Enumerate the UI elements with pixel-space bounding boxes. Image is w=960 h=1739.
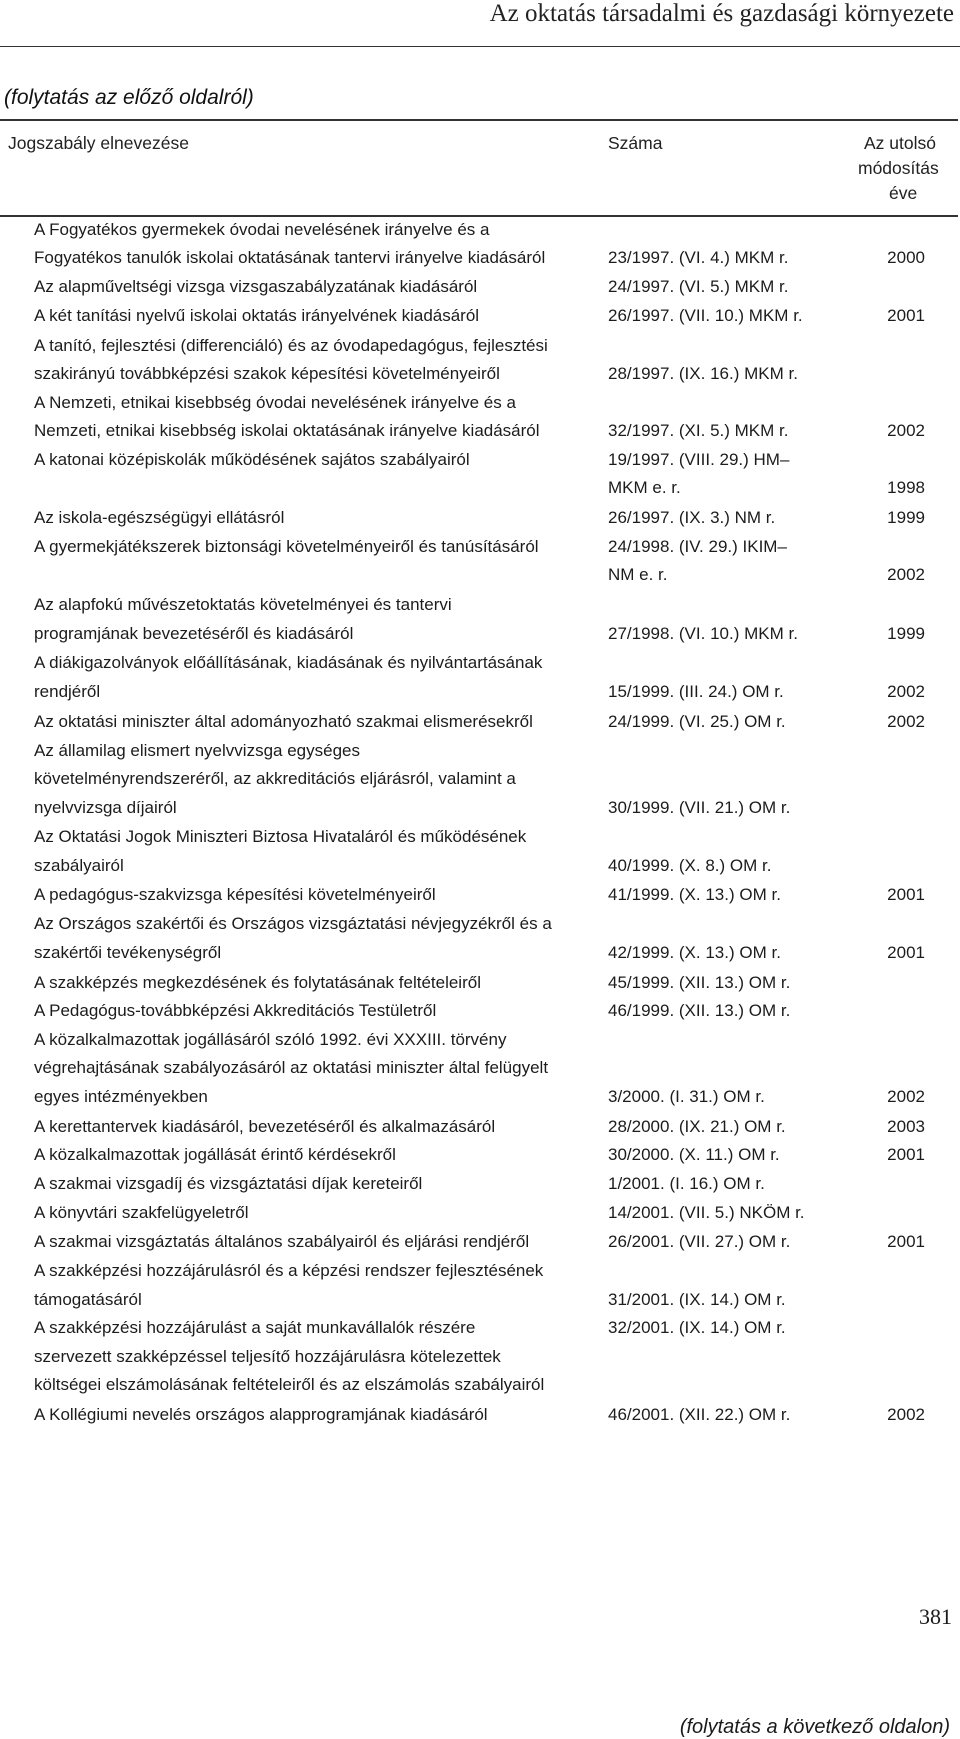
column-header-year-1: Az utolsó [864, 133, 936, 153]
table-row [34, 827, 954, 856]
legislation-number: 24/1998. (IV. 29.) IKIM– [608, 537, 787, 556]
legislation-title: A pedagógus-szakvizsga képesítési követelményeiről [34, 885, 436, 904]
last-amended-year: 2001 [887, 1145, 925, 1164]
table-row [34, 277, 954, 306]
last-amended-year: 2003 [887, 1117, 925, 1136]
legislation-title: programjának bevezetéséről és kiadásáról [34, 624, 354, 643]
legislation-title: A Fogyatékos gyermekek óvodai nevelésének irányelve és a [34, 220, 490, 239]
legislation-title: Nemzeti, etnikai kisebbség iskolai oktatásának irányelve kiadásáról [34, 421, 540, 440]
legislation-number: 42/1999. (X. 13.) OM r. [608, 943, 781, 962]
table-row [34, 393, 954, 422]
legislation-number: 28/1997. (IX. 16.) MKM r. [608, 364, 798, 383]
legislation-title: követelményrendszeréről, az akkreditációs eljárásról, valamint a [34, 769, 516, 788]
legislation-title: A Pedagógus-továbbképzési Akkreditációs Testületről [34, 1001, 437, 1020]
last-amended-year: 2001 [887, 306, 925, 325]
legislation-title: A szakképzés megkezdésének és folytatásának feltételeiről [34, 973, 481, 992]
last-amended-year: 2002 [887, 565, 925, 584]
table-row [34, 1318, 954, 1347]
last-amended-year: 2002 [887, 682, 925, 701]
last-amended-year: 2002 [887, 421, 925, 440]
legislation-number: 28/2000. (IX. 21.) OM r. [608, 1117, 786, 1136]
last-amended-year: 1999 [887, 508, 925, 527]
table-row [34, 1087, 954, 1116]
table-row [34, 1001, 954, 1030]
legislation-title: szakirányú továbbképzési szakok képesítési követelményeiről [34, 364, 500, 383]
last-amended-year: 2002 [887, 1405, 925, 1424]
table-row [34, 595, 954, 624]
legislation-title: A Kollégiumi nevelés országos alapprogramjának kiadásáról [34, 1405, 488, 1424]
legislation-number: 31/2001. (IX. 14.) OM r. [608, 1290, 786, 1309]
legislation-title: Az Országos szakértői és Országos vizsgáztatási névjegyzékről és a [34, 914, 552, 933]
legislation-title: A diákigazolványok előállításának, kiadásának és nyilvántartásának [34, 653, 543, 672]
legislation-title: A gyermekjátékszerek biztonsági követelményeiről és tanúsításáról [34, 537, 539, 556]
running-header: Az oktatás társadalmi és gazdasági környezete [489, 0, 954, 27]
legislation-number: 15/1999. (III. 24.) OM r. [608, 682, 784, 701]
legislation-title: támogatásáról [34, 1290, 142, 1309]
column-header-year-2: módosítás [858, 158, 939, 178]
legislation-number: 26/2001. (VII. 27.) OM r. [608, 1232, 791, 1251]
legislation-title: A szakmai vizsgadíj és vizsgáztatási díjak kereteiről [34, 1174, 423, 1193]
legislation-title: Az alapműveltségi vizsga vizsgaszabályzatának kiadásáról [34, 277, 478, 296]
table-top-rule [0, 119, 958, 121]
legislation-title: A könyvtári szakfelügyeletről [34, 1203, 249, 1222]
legislation-number: 26/1997. (IX. 3.) NM r. [608, 508, 776, 527]
legislation-title: A közalkalmazottak jogállását érintő kérdésekről [34, 1145, 396, 1164]
last-amended-year: 2001 [887, 943, 925, 962]
table-row [34, 769, 954, 798]
column-header-name: Jogszabály elnevezése [8, 133, 189, 153]
table-row [34, 1174, 954, 1203]
legislation-title: Az iskola-egészségügyi ellátásról [34, 508, 285, 527]
legislation-number: 46/1999. (XII. 13.) OM r. [608, 1001, 791, 1020]
legislation-title: A közalkalmazottak jogállásáról szóló 1992. évi XXXIII. törvény [34, 1030, 507, 1049]
table-row [34, 508, 954, 537]
header-rule [0, 46, 960, 47]
page-number: 381 [919, 1604, 952, 1629]
table-row [34, 364, 954, 393]
legislation-title: Fogyatékos tanulók iskolai oktatásának tantervi irányelve kiadásáról [34, 248, 546, 267]
table-row [34, 537, 954, 566]
last-amended-year: 2002 [887, 1087, 925, 1106]
legislation-number: NM e. r. [608, 565, 668, 584]
last-amended-year: 2002 [887, 712, 925, 731]
legislation-number: 24/1999. (VI. 25.) OM r. [608, 712, 786, 731]
legislation-number: 14/2001. (VII. 5.) NKÖM r. [608, 1203, 805, 1222]
legislation-title: Az oktatási miniszter által adományozható szakmai elismerésekről [34, 712, 533, 731]
legislation-title: A szakképzési hozzájárulásról és a képzési rendszer fejlesztésének [34, 1261, 544, 1280]
last-amended-year: 2001 [887, 1232, 925, 1251]
legislation-title: A katonai középiskolák működésének sajátos szabályairól [34, 450, 470, 469]
legislation-title: Az Oktatási Jogok Miniszteri Biztosa Hivataláról és működésének [34, 827, 527, 846]
continued-on-note: (folytatás a következő oldalon) [679, 1716, 950, 1738]
table-row [34, 1232, 954, 1261]
legislation-number: 41/1999. (X. 13.) OM r. [608, 885, 781, 904]
table-row [34, 624, 954, 653]
legislation-title: A szakmai vizsgáztatás általános szabályairól és eljárási rendjéről [34, 1232, 530, 1251]
table-row [34, 1058, 954, 1087]
table-row [34, 943, 954, 972]
table-row [34, 1203, 954, 1232]
table-row [34, 856, 954, 885]
legislation-title: rendjéről [34, 682, 101, 701]
table-row [34, 1145, 954, 1174]
column-header-year-3: éve [889, 183, 918, 203]
table-row [34, 741, 954, 770]
table-header-rule [0, 215, 958, 217]
legislation-number: 1/2001. (I. 16.) OM r. [608, 1174, 765, 1193]
legislation-title: szabályairól [34, 856, 124, 875]
legislation-title: A Nemzeti, etnikai kisebbség óvodai nevelésének irányelve és a [34, 393, 516, 412]
table-row [34, 1117, 954, 1146]
last-amended-year: 2001 [887, 885, 925, 904]
legislation-title: nyelvvizsga díjairól [34, 798, 177, 817]
legislation-title: szervezett szakképzéssel teljesítő hozzájárulásra kötelezettek [34, 1347, 501, 1366]
table-row [34, 885, 954, 914]
legislation-title: költségei elszámolásának feltételeiről és az elszámolás szabályairól [34, 1375, 545, 1394]
legislation-title: egyes intézményekben [34, 1087, 208, 1106]
legislation-number: 27/1998. (VI. 10.) MKM r. [608, 624, 798, 643]
last-amended-year: 2000 [887, 248, 925, 267]
table-row [34, 1347, 954, 1376]
table-row [34, 478, 954, 507]
last-amended-year: 1998 [887, 478, 925, 497]
legislation-number: 32/1997. (XI. 5.) MKM r. [608, 421, 789, 440]
table-row [34, 450, 954, 479]
legislation-number: MKM e. r. [608, 478, 681, 497]
legislation-number: 40/1999. (X. 8.) OM r. [608, 856, 772, 875]
table-row [34, 1030, 954, 1059]
legislation-number: 45/1999. (XII. 13.) OM r. [608, 973, 791, 992]
column-header-number: Száma [608, 133, 663, 153]
legislation-number: 24/1997. (VI. 5.) MKM r. [608, 277, 789, 296]
legislation-title: A két tanítási nyelvű iskolai oktatás irányelvének kiadásáról [34, 306, 480, 325]
legislation-title: A kerettantervek kiadásáról, bevezetéséről és alkalmazásáról [34, 1117, 496, 1136]
legislation-title: végrehajtásának szabályozásáról az oktatási miniszter által felügyelt [34, 1058, 549, 1077]
table-row [34, 1375, 954, 1404]
table-row [34, 565, 954, 594]
table-row [34, 248, 954, 277]
legislation-title: Az államilag elismert nyelvvizsga egységes [34, 741, 360, 760]
table-row [34, 1290, 954, 1319]
legislation-number: 19/1997. (VIII. 29.) HM– [608, 450, 790, 469]
table-row [34, 1261, 954, 1290]
table-row [34, 1405, 954, 1434]
table-row [34, 682, 954, 711]
legislation-number: 32/2001. (IX. 14.) OM r. [608, 1318, 786, 1337]
continued-from-note: (folytatás az előző oldalról) [4, 86, 254, 109]
legislation-number: 3/2000. (I. 31.) OM r. [608, 1087, 765, 1106]
table-row [34, 336, 954, 365]
table-row [34, 421, 954, 450]
legislation-title: Az alapfokú művészetoktatás követelményei és tantervi [34, 595, 452, 614]
legislation-number: 46/2001. (XII. 22.) OM r. [608, 1405, 791, 1424]
legislation-title: A tanító, fejlesztési (differenciáló) és az óvodapedagógus, fejlesztési [34, 336, 548, 355]
table-row [34, 712, 954, 741]
table-row [34, 306, 954, 335]
table-row [34, 914, 954, 943]
table-row [34, 653, 954, 682]
table-row [34, 798, 954, 827]
last-amended-year: 1999 [887, 624, 925, 643]
legislation-number: 23/1997. (VI. 4.) MKM r. [608, 248, 789, 267]
table-row [34, 220, 954, 249]
legislation-title: szakértői tevékenységről [34, 943, 222, 962]
legislation-number: 26/1997. (VII. 10.) MKM r. [608, 306, 803, 325]
legislation-number: 30/1999. (VII. 21.) OM r. [608, 798, 791, 817]
legislation-number: 30/2000. (X. 11.) OM r. [608, 1145, 780, 1164]
legislation-title: A szakképzési hozzájárulást a saját munkavállalók részére [34, 1318, 476, 1337]
table-row [34, 973, 954, 1002]
